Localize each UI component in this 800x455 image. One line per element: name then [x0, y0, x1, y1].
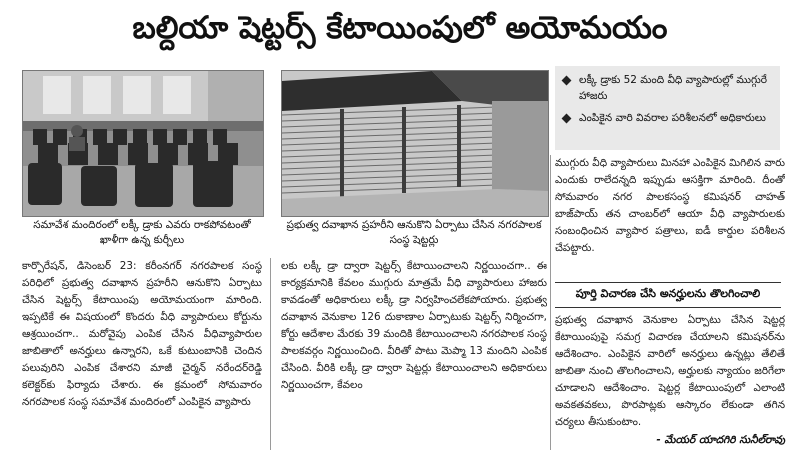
diamond-bullet-icon	[562, 114, 572, 124]
photo-shutters	[281, 70, 549, 217]
article-column-2: లకు లక్కీ డ్రా ద్వారా షెట్టర్స్ కేటాయించాలని నిర్ణయించగా.. ఈ కార్యక్రమానికి కేవలం ముగ్గురు మాత్రమే వీధి వ్యాపారులు హాజరు కావడంతో అధికారులు లక్కీ డ్రా నిర్వహించలేకపోయారు. ప్రభుత్వ దవాఖాన వెనుకాల 126 దుకాణాల ఏర్పాటుకు షెట్టర్స్ నిర్మించగా, కోర్టు ఆదేశాల మేరకు 39 మందికి కేటాయించాలని నగరపాలక సంస్థ పాలకవర్గం నిర్ణయించింది. వీరితో పాటు మెప్మా 13 మందిని ఎంపిక చేసింది. వీరికి లక్కీ డ్రా ద్వారా షెట్టర్లు కేటాయించాలని అధికారులు నిర్ణయించగా, కేవలం	[281, 260, 547, 391]
column-divider	[550, 155, 551, 450]
highlight-item	[563, 110, 775, 126]
quote-attribution: - మేయర్ యాదగిరి సునీల్‌రావు	[656, 434, 785, 446]
photo-empty-chairs	[22, 70, 264, 217]
mayor-quote: ప్రభుత్వ దవాఖాన వెనుకాల ఏర్పాటు చేసిన షెట్టర్ల కేటాయింపుపై సమగ్ర విచారణ చేయాలని కమిషనర్‌ను ఆదేశించాం. ఎంపికైన వారిలో అనర్హులు ఉన్నట్లు తేలితే జాబితా నుంచి తొలగించాలని, అర్హులకు న్యాయం జరిగేలా చూడాలని ఆదేశించాం. షెట్టర్ల కేటాయింపులో ఎలాంటి అవకతవకలు, పొరపాట్లకు ఆస్కారం లేకుండా తగిన చర్యలు తీసుకుంటాం.	[555, 314, 785, 428]
photo-caption-left: సమావేశ మందిరంలో లక్కీ డ్రాకు ఎవరు రాకపోవటంతో ఖాళీగా ఉన్న కుర్చీలు	[33, 219, 251, 246]
highlight-text: ఎంపికైన వారి వివరాల పరిశీలనలో అధికారులు	[579, 112, 766, 124]
article-column-3: ముగ్గురు వీధి వ్యాపారులు మినహా ఎంపికైన మిగిలిన వారు ఎందుకు రాలేదన్నది ఇప్పుడు ఆసక్తిగా మారింది. దీంతో సోమవారం నగర పాలకసంస్థ కమిషనర్ చాహత్ బాజ్‌పాయ్ తన చాంబర్‌లో ఆయా వీధి వ్యాపారులకు సంబంధించిన వ్యాపార పత్రాలు, ఐడీ కార్డుల పరిశీలన చేపట్టారు.	[555, 157, 785, 254]
headline: బల్దియా షెట్టర్స్ కేటాయింపులో అయోమయం	[132, 9, 668, 46]
highlights-box	[555, 66, 780, 150]
article-column-1: కార్పొరేషన్, డిసెంబర్ 23: కరీంనగర్ నగరపాలక సంస్థ పరిధిలో ప్రభుత్వ దవాఖాన ప్రహరీని ఆనుకొని ఏర్పాటు చేసిన షెట్టర్స్ కేటాయింపు అయోమయంగా మారింది. ఇప్పటికే ఈ విషయంలో కొందరు వీధి వ్యాపారులు కోర్టును ఆశ్రయించగా.. మరోవైపు ఎంపిక చేసిన వీధివ్యాపారుల జాబితాలో అనర్హులు ఉన్నారని, ఒకే కుటుంబానికి చెందిన పలువురిని ఎంపిక చేశారని మాజీ చైర్మన్ నరేందర్‌రెడ్డి కలెక్టర్‌కు ఫిర్యాదు చేశారు. ఈ క్రమంలో సోమవారం నగరపాలక సంస్థ సమావేశ మందిరంలో ఎంపికైన వ్యాపారు	[22, 260, 262, 408]
column-divider	[270, 258, 271, 450]
photo-caption-right: ప్రభుత్వ దవాఖాన ప్రహరీని ఆనుకొని ఏర్పాటు చేసిన నగరపాలక సంస్థ షెట్టర్లు	[286, 219, 542, 246]
highlight-item	[563, 72, 775, 104]
subheading: పూర్తి విచారణ చేసి అనర్హులను తొలగించాలి	[555, 282, 781, 308]
highlight-text: లక్కీ డ్రాకు 52 మంది వీధి వ్యాపారుల్లో ముగ్గురే హాజరు	[579, 74, 768, 102]
diamond-bullet-icon	[562, 76, 572, 86]
